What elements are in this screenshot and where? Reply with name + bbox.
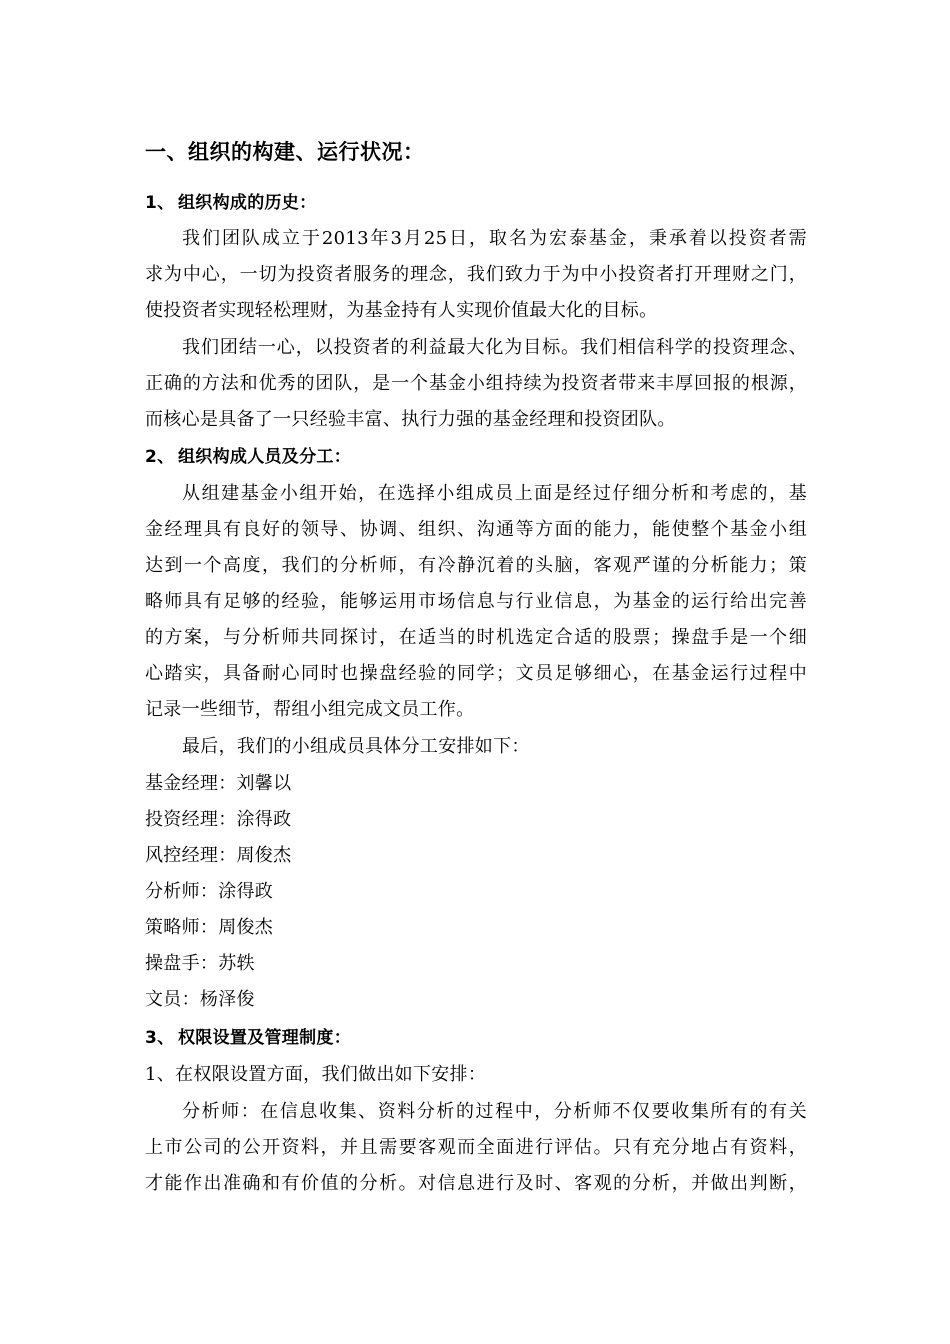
subsection-1-heading: 1、在权限设置方面，我们做出如下安排： [145, 1064, 487, 1085]
paragraph-line: 我们团队成立于2013年3月25日，取名为宏泰基金，秉承着以投资者需 [182, 228, 807, 249]
member-item: 投资经理：涂得政 [145, 809, 292, 830]
section-3-heading-text: 权限设置及管理制度： [178, 1028, 351, 1048]
section-3-number: 3、 [145, 1028, 175, 1048]
paragraph-line: 使投资者实现轻松理财，为基金持有人实现价值最大化的目标。 [145, 300, 658, 321]
paragraph-line: 达到一个高度，我们的分析师，有冷静沉着的头脑，客观严谨的分析能力；策 [145, 555, 807, 576]
member-intro: 最后，我们的小组成员具体分工安排如下： [182, 736, 530, 757]
paragraph-line: 金经理具有良好的领导、协调、组织、沟通等方面的能力，能使整个基金小组 [145, 519, 807, 540]
member-item: 风控经理：周俊杰 [145, 845, 292, 866]
paragraph-line: 求为中心，一切为投资者服务的理念，我们致力于为中小投资者打开理财之门， [145, 264, 807, 285]
section-2-heading [145, 445, 807, 469]
paragraph-line: 而核心是具备了一只经验丰富、执行力强的基金经理和投资团队。 [145, 409, 676, 430]
paragraph-line: 才能作出准确和有价值的分析。对信息进行及时、客观的分析，并做出判断， [145, 1173, 807, 1194]
paragraph-line: 从组建基金小组开始，在选择小组成员上面是经过仔细分析和考虑的，基 [182, 483, 807, 504]
section-1-heading [145, 191, 807, 215]
paragraph-line: 我们团结一心，以投资者的利益最大化为目标。我们相信科学的投资理念、 [182, 337, 807, 358]
paragraph-line: 上市公司的公开资料，并且需要客观而全面进行评估。只有充分地占有资料， [145, 1137, 807, 1158]
member-item: 策略师：周俊杰 [145, 917, 274, 938]
member-item: 文员：杨泽俊 [145, 989, 255, 1010]
paragraph-line: 分析师：在信息收集、资料分析的过程中，分析师不仅要收集所有的有关 [182, 1101, 807, 1122]
member-item: 基金经理：刘馨以 [145, 773, 292, 794]
section-1-number: 1、 [145, 193, 175, 213]
section-1-heading-text: 组织构成的历史： [178, 193, 317, 213]
section-2-number: 2、 [145, 447, 175, 467]
paragraph-line: 的方案，与分析师共同探讨，在适当的时机选定合适的股票；操盘手是一个细 [145, 627, 807, 648]
paragraph-line: 略师具有足够的经验，能够运用市场信息与行业信息，为基金的运行给出完善 [145, 591, 807, 612]
member-item: 操盘手：苏轶 [145, 953, 255, 974]
section-3-heading [145, 1026, 807, 1050]
page-title: 一、组织的构建、运行状况： [145, 140, 425, 164]
paragraph-line: 正确的方法和优秀的团队，是一个基金小组持续为投资者带来丰厚回报的根源， [145, 373, 807, 394]
paragraph-line: 心踏实，具备耐心同时也操盘经验的同学；文员足够细心，在基金运行过程中 [145, 663, 807, 684]
paragraph-line: 记录一些细节，帮组小组完成文员工作。 [145, 699, 475, 720]
member-item: 分析师：涂得政 [145, 881, 274, 902]
section-2-heading-text: 组织构成人员及分工： [178, 447, 351, 467]
